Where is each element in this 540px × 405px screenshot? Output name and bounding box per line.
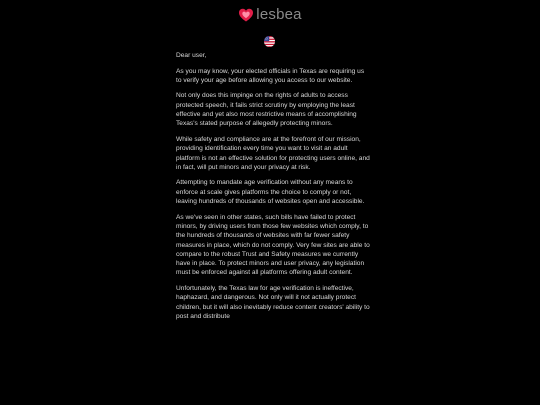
letter-paragraph: Not only does this impinge on the rights of adults to access protected speech, it fails strict scrutiny by employing the least effective and yet also most restrictive means of accomplishing Texas's stated purpose of allegedly protecting minors. [176,92,357,128]
us-flag-icon[interactable] [264,36,275,47]
letter-paragraph: As you may know, your elected officials in Texas are requiring us to verify your age before allowing you access to our website. [176,67,365,84]
age-verification-letter [176,51,370,328]
letter-greeting: Dear user, [176,52,207,59]
brand-logo[interactable] [238,7,301,23]
letter-paragraph: Attempting to mandate age verification without any means to enforce at scale gives platforms the choice to comply or not, leaving hundreds of thousands of websites open and accessible. [176,179,365,206]
header [0,3,540,27]
letter-paragraph: Unfortunately, the Texas law for age verification is ineffective, haphazard, and dangerous. Not only will it not actually protect children, but it will also inevitably reduce content creators' ability to post and distribute [176,285,370,320]
letter-paragraph: While safety and compliance are at the forefront of our mission, providing identification every time you want to visit an adult platform is not an effective solution for protecting users online, and in fact, will put minors and your privacy at risk. [176,135,370,171]
brand-name: lesbea [256,6,302,23]
letter-paragraph: As we've seen in other states, such bills have failed to protect minors, by driving users from those few websites which comply, to the hundreds of thousands of websites with far fewer safety measures in place, which do not comply. Very few sites are able to compare to the robust Trust and Safety measures we currently have in place. To protect minors and user privacy, any legislation must be enforced against all platforms offering adult content. [176,213,370,277]
heart-icon [238,7,254,23]
